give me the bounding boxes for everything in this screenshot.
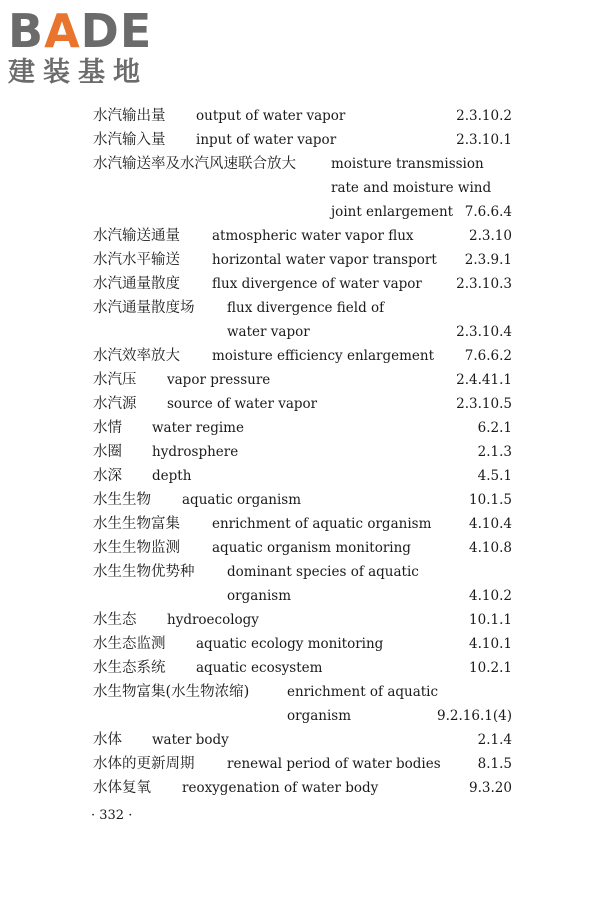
entry-term-zh: 水汽输入量 <box>93 132 166 148</box>
entry-term-en: reoxygenation of water body <box>182 780 379 796</box>
entry-section-number: 4.10.2 <box>469 588 512 604</box>
entry-line <box>0 632 600 656</box>
entry-section-number: 8.1.5 <box>477 756 512 772</box>
entry-term-zh: 水生生物 <box>93 492 151 508</box>
entry-line <box>0 752 600 776</box>
entry-line <box>0 344 600 368</box>
logo-wordmark: BADE <box>8 4 153 58</box>
entry-section-number: 4.10.1 <box>469 636 512 652</box>
entry-section-number: 2.3.10.4 <box>456 324 512 340</box>
entry-term-zh: 水体的更新周期 <box>93 756 195 772</box>
entry-term-en: source of water vapor <box>167 396 318 412</box>
entry-term-zh: 水生态 <box>93 612 137 628</box>
entry-term-en: enrichment of aquatic organism <box>212 516 432 532</box>
entry-line <box>0 464 600 488</box>
entry-term-zh: 水汽水平输送 <box>93 252 180 268</box>
entry-line <box>0 368 600 392</box>
entry-line <box>0 320 600 344</box>
entry-section-number: 2.3.10.2 <box>456 108 512 124</box>
entry-term-en: joint enlargement <box>331 204 454 220</box>
entry-section-number: 2.3.10.1 <box>456 132 512 148</box>
entry-line <box>0 416 600 440</box>
entry-line <box>0 128 600 152</box>
entry-term-en: input of water vapor <box>196 132 337 148</box>
entry-section-number: 10.2.1 <box>469 660 512 676</box>
entry-line <box>0 608 600 632</box>
entry-term-en: organism <box>287 708 352 724</box>
page-number: · 332 · <box>91 808 133 823</box>
entry-line <box>0 104 600 128</box>
entry-section-number: 4.10.8 <box>469 540 512 556</box>
entry-term-en: flux divergence field of <box>227 300 385 316</box>
entry-term-zh: 水汽输送率及水汽风速联合放大 <box>93 156 296 172</box>
entry-term-en: dominant species of aquatic <box>227 564 419 580</box>
entry-section-number: 2.3.9.1 <box>464 252 512 268</box>
entry-line <box>0 512 600 536</box>
entry-term-en: flux divergence of water vapor <box>212 276 422 292</box>
entry-term-en: enrichment of aquatic <box>287 684 439 700</box>
entry-line <box>0 536 600 560</box>
entry-term-en: organism <box>227 588 292 604</box>
entry-section-number: 10.1.1 <box>469 612 512 628</box>
entry-term-zh: 水汽效率放大 <box>93 348 180 364</box>
entry-term-zh: 水汽输送通量 <box>93 228 180 244</box>
entry-term-en: output of water vapor <box>196 108 346 124</box>
entry-section-number: 7.6.6.4 <box>464 204 512 220</box>
entry-term-zh: 水圈 <box>93 444 122 460</box>
entry-line <box>0 440 600 464</box>
entry-term-en: aquatic ecosystem <box>196 660 323 676</box>
logo-subtitle: 建装基地 <box>8 57 148 88</box>
entry-term-zh: 水生生物富集 <box>93 516 180 532</box>
entry-term-en: horizontal water vapor transport <box>212 252 437 268</box>
entry-term-zh: 水汽输出量 <box>93 108 166 124</box>
entry-line <box>0 248 600 272</box>
entry-term-en: hydroecology <box>167 612 259 628</box>
entry-line <box>0 200 600 224</box>
entry-line <box>0 296 600 320</box>
entry-line <box>0 680 600 704</box>
entry-section-number: 9.2.16.1(4) <box>437 708 512 724</box>
entry-line <box>0 152 600 176</box>
entry-line <box>0 728 600 752</box>
entry-term-en: water vapor <box>227 324 310 340</box>
entry-term-en: atmospheric water vapor flux <box>212 228 414 244</box>
entry-section-number: 7.6.6.2 <box>464 348 512 364</box>
entry-term-zh: 水生态系统 <box>93 660 166 676</box>
entry-term-en: rate and moisture wind <box>331 180 492 196</box>
entry-section-number: 2.3.10.5 <box>456 396 512 412</box>
entry-line <box>0 656 600 680</box>
entry-line <box>0 488 600 512</box>
entry-line <box>0 224 600 248</box>
entry-term-zh: 水汽压 <box>93 372 137 388</box>
entry-section-number: 2.3.10.3 <box>456 276 512 292</box>
entry-term-zh: 水生生物监测 <box>93 540 180 556</box>
entry-section-number: 6.2.1 <box>477 420 512 436</box>
entry-line <box>0 776 600 800</box>
entry-term-zh: 水汽通量散度 <box>93 276 180 292</box>
entry-section-number: 2.1.4 <box>477 732 512 748</box>
entry-line <box>0 176 600 200</box>
entry-section-number: 2.3.10 <box>469 228 512 244</box>
entry-line <box>0 560 600 584</box>
entry-section-number: 10.1.5 <box>469 492 512 508</box>
entry-term-en: moisture efficiency enlargement <box>212 348 435 364</box>
entry-term-zh: 水情 <box>93 420 122 436</box>
entry-term-en: moisture transmission <box>331 156 484 172</box>
entry-term-en: water regime <box>152 420 244 436</box>
entry-line <box>0 584 600 608</box>
entry-term-en: aquatic organism <box>182 492 302 508</box>
entry-term-en: vapor pressure <box>167 372 271 388</box>
entry-section-number: 4.10.4 <box>469 516 512 532</box>
entry-term-en: water body <box>152 732 229 748</box>
entry-term-zh: 水深 <box>93 468 122 484</box>
entry-term-zh: 水体 <box>93 732 122 748</box>
entry-term-en: renewal period of water bodies <box>227 756 441 772</box>
entry-term-en: hydrosphere <box>152 444 239 460</box>
entry-term-zh: 水体复氧 <box>93 780 151 796</box>
entry-term-zh: 水汽源 <box>93 396 137 412</box>
entry-line <box>0 704 600 728</box>
entry-term-en: aquatic ecology monitoring <box>196 636 384 652</box>
entry-term-zh: 水生生物优势种 <box>93 564 195 580</box>
entry-term-en: aquatic organism monitoring <box>212 540 411 556</box>
entry-section-number: 2.4.41.1 <box>456 372 512 388</box>
entry-line <box>0 272 600 296</box>
entry-term-zh: 水生态监测 <box>93 636 166 652</box>
entry-term-zh: 水汽通量散度场 <box>93 300 195 316</box>
entry-term-en: depth <box>152 468 192 484</box>
bade-logo <box>8 6 178 88</box>
entry-section-number: 2.1.3 <box>477 444 512 460</box>
entry-line <box>0 392 600 416</box>
entry-section-number: 4.5.1 <box>477 468 512 484</box>
entry-term-zh: 水生物富集(水生物浓缩) <box>93 684 250 700</box>
entry-section-number: 9.3.20 <box>469 780 512 796</box>
